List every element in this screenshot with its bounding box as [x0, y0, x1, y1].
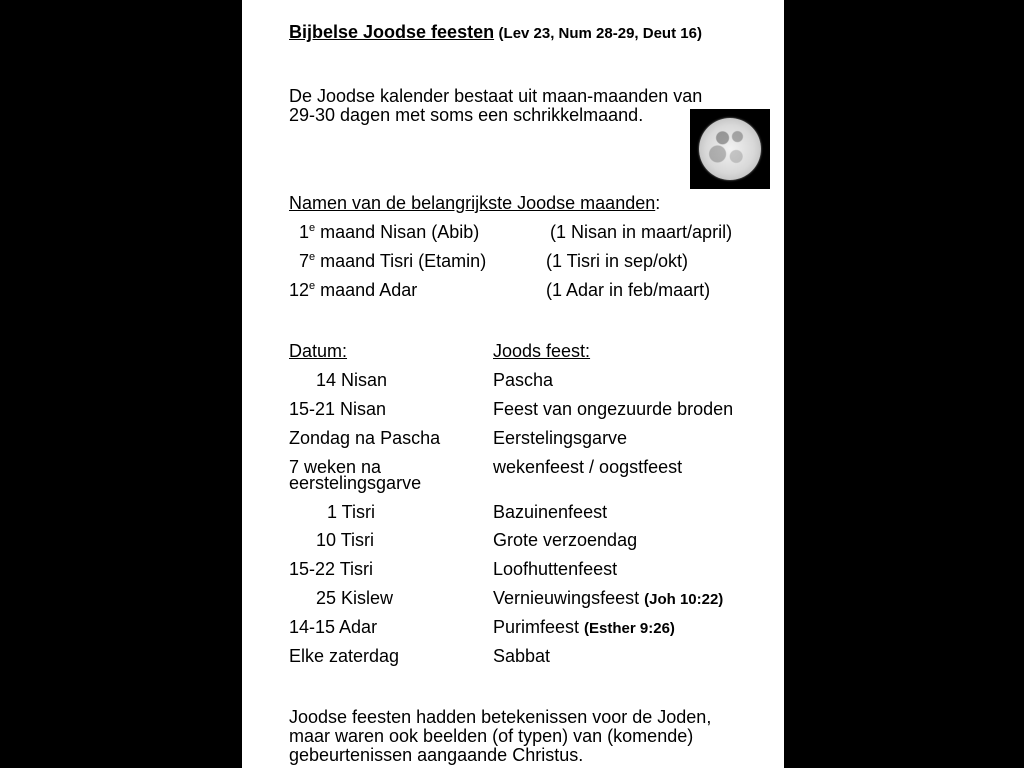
feast-date: 7 weken na [289, 457, 382, 477]
intro-line-1: De Joodse kalender bestaat uit maan-maanden van [289, 86, 703, 106]
month-row-2 [299, 251, 486, 271]
month-name: maand Adar [315, 280, 418, 300]
feast-name: Sabbat [493, 646, 551, 666]
feast-name: Grote verzoendag [493, 530, 638, 550]
feast-name: Bazuinenfeest [493, 502, 608, 522]
col-header-date: Datum: [289, 341, 348, 361]
feast-date: 10 Tisri [316, 530, 375, 550]
month-sup: e [309, 222, 316, 234]
feast-name: Pascha [493, 370, 554, 390]
month-sup: e [309, 280, 316, 292]
moon-disc [699, 118, 761, 180]
feast-date: 25 Kislew [316, 588, 394, 608]
feast-date: 15-22 Tisri [289, 559, 374, 579]
months-heading-text: Namen van de belangrijkste Joodse maanden [289, 193, 656, 213]
title-reference: (Lev 23, Num 28-29, Deut 16) [498, 25, 702, 42]
col-header-feast: Joods feest: [493, 341, 591, 361]
page-title [289, 22, 702, 43]
feast-name: Feest van ongezuurde broden [493, 399, 734, 419]
months-heading [289, 193, 660, 213]
title-main: Bijbelse Joodse feesten [289, 22, 495, 42]
month-note-2: (1 Tisri in sep/okt) [546, 251, 689, 271]
feast-reference: (Esther 9:26) [584, 620, 675, 637]
feast-date: 15-21 Nisan [289, 399, 387, 419]
month-row-1 [299, 222, 479, 242]
feast-name: Purimfeest [493, 617, 580, 637]
month-sup: e [309, 251, 316, 263]
feast-date: Elke zaterdag [289, 646, 400, 666]
month-note-1: (1 Nisan in maart/april) [550, 222, 733, 242]
month-name: maand Nisan (Abib) [315, 222, 480, 242]
feast-date: 1 Tisri [327, 502, 376, 522]
document-page [242, 0, 784, 768]
month-note-3: (1 Adar in feb/maart) [546, 280, 711, 300]
feast-date: Zondag na Pascha [289, 428, 441, 448]
month-num: 12 [289, 280, 310, 300]
conclusion-line-1: Joodse feesten hadden betekenissen voor de Joden, [289, 707, 712, 727]
feast-name-with-ref [493, 588, 723, 610]
intro-line-2: 29-30 dagen met soms een schrikkelmaand. [289, 105, 644, 125]
feast-name: Loofhuttenfeest [493, 559, 618, 579]
feast-reference: (Joh 10:22) [644, 591, 724, 608]
conclusion-line-2: maar waren ook beelden (of typen) van (komende) [289, 726, 694, 746]
feast-name-with-ref [493, 617, 675, 639]
month-num: 1 [299, 222, 310, 242]
feast-date: 14 Nisan [316, 370, 388, 390]
feast-date: 14-15 Adar [289, 617, 378, 637]
month-row-3 [289, 280, 417, 300]
feast-date-line-2: eerstelingsgarve [289, 473, 422, 493]
conclusion-line-3: gebeurtenissen aangaande Christus. [289, 745, 584, 765]
feast-name: Vernieuwingsfeest [493, 588, 640, 608]
month-name: maand Tisri (Etamin) [315, 251, 487, 271]
month-num: 7 [299, 251, 310, 271]
months-heading-colon: : [655, 193, 661, 213]
feast-name: Eerstelingsgarve [493, 428, 628, 448]
feast-name: wekenfeest / oogstfeest [493, 457, 683, 477]
full-moon-icon [690, 109, 770, 189]
